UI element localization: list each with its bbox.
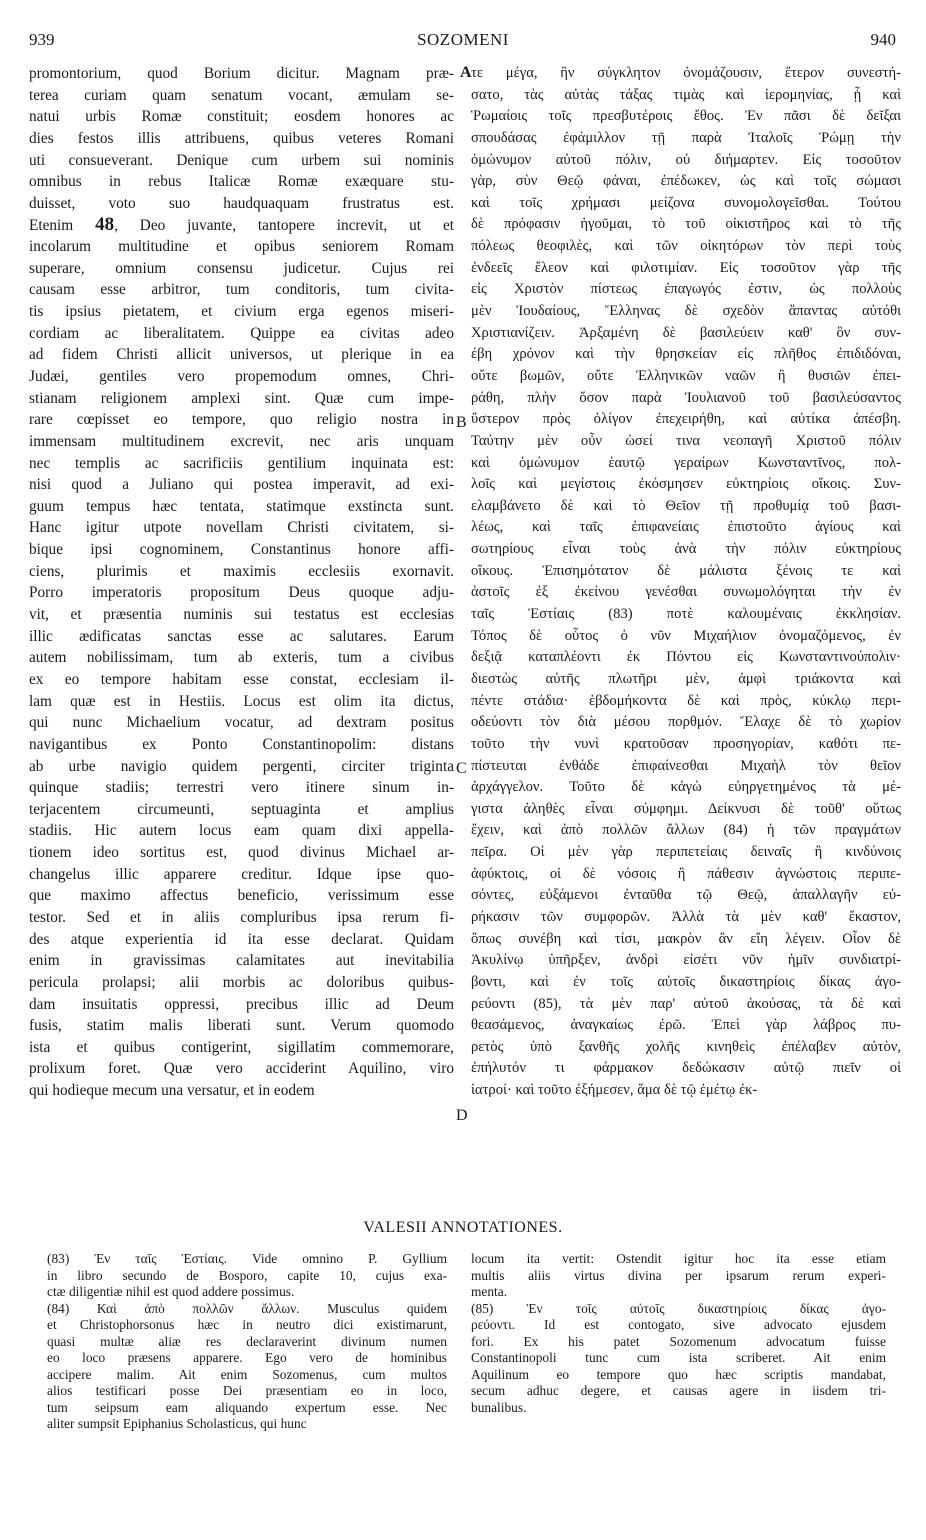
text-line: ἰατροί· καὶ τοῦτο ἐξήμεσεν, ἅμα δὲ τῷ ἐμέτῳ ἐκ- <box>471 1082 758 1099</box>
text-line: incolarum multitudine et opibus seniorem Romam <box>29 238 454 256</box>
text-line: ex eo tempore habitam esse constat, ecclesiam il- <box>29 670 454 688</box>
text-line: ciens, plurimis et maximis ecclesiis exornavit. <box>29 562 454 580</box>
text-line: causam esse arbitror, tum conditoris, tum civita- <box>29 281 454 299</box>
text-line: πόλεως θεοφιλὲς, καὶ τῶν οἰκητόρων τὸν περὶ τοὺς <box>471 238 901 255</box>
text-line: dies festos illis attribuens, quibus veteres Romani <box>29 129 454 147</box>
text-line: changelus illic apparere creditur. Idque ipse quo- <box>29 865 454 883</box>
text-line: accipere malim. Ait enim Sozomenus, cum multos <box>47 1366 447 1382</box>
text-line: γιστα ἀληθὲς εἶναι σύμφημι. Δείκνυσι δὲ τοῦθ' οὕτως <box>471 800 901 817</box>
text-line: tis ipsius pietatem, et civium erga egenos miseri- <box>29 303 454 321</box>
text-line: ὅπως συνέβη καὶ τίσι, μακρὸν ἂν εἴη λέγειν. Οἷον δὲ <box>471 930 901 947</box>
section-marker-b: B <box>456 414 467 431</box>
text-line: ρεύοντι. Id est contogato, sive advocato ejusdem <box>471 1317 886 1332</box>
text-line: ἐπήλυτόν τι φάρμακον δεδώκασιν αὐτῷ πιεῖν οἱ <box>471 1060 901 1077</box>
text-line: enim in gravissimas calamitates aut inevitabilia <box>29 952 454 970</box>
text-line: τοῦτο τὴν νυνὶ κρατοῦσαν προσηγορίαν, καθότι πε- <box>471 735 901 752</box>
text-line: Hanc igitur utpote novellam Christi civitatem, si- <box>29 519 454 537</box>
text-line: ἐνδεεῖς ἔλεον καὶ φιλοτιμίαν. Εἰς τοσοῦτον γὰρ τῆς <box>471 259 901 276</box>
section-marker-a: A <box>460 64 472 81</box>
text-line: πεῖρα. Οἱ μὲν γὰρ περιπετείαις δειναῖς ἢ κινδύνοις <box>471 844 901 861</box>
text-line: testor. Sed et in aliis compluribus ipsa rerum fi- <box>29 908 454 926</box>
text-line: eo loco præsens apparere. Ego vero de hominibus <box>47 1350 447 1365</box>
text-line: ad fidem Christi allicit universos, ut plerique in ea <box>29 346 454 364</box>
text-line: bique ipsi cognominem, Constantinus honore affi- <box>29 541 454 559</box>
text-line: aliter sumpsit Epiphanius Scholasticus, qui hunc <box>47 1416 307 1431</box>
text-line: λέως, καὶ ταῖς ἐπιφανείαις ἐπιστοῦτο ἁγίους καὶ <box>471 519 901 536</box>
text-line: έβη χρόνον καὶ τὴν θρησκείαν εἰς πλῆθος ἐπιδιδόναι, <box>471 346 901 363</box>
text-line: bunalibus. <box>471 1399 527 1415</box>
text-line: ρεύοντι (85), τὰ μὲν παρ' αὐτοῦ ἀκούσας, τὰ δὲ καὶ <box>471 995 901 1012</box>
text-line: nec templis ac sacrificiis gentilium inquinata est: <box>29 454 454 472</box>
text-line: διεστὼς αὐτῆς πλωτῆρι μὲν, ἀμφὶ τριάκοντα καὶ <box>471 670 901 687</box>
text-line: secum adhuc degere, et causas agere in iisdem tri- <box>471 1383 886 1398</box>
text-line: alios testificari posse Dei præsentiam eo in loco, <box>47 1383 447 1398</box>
text-line: ἀφύκτοις, οἱ δὲ νόσοις ἢ πάθεσιν ἀγνώστοις περιπε- <box>471 865 901 882</box>
text-line: nisi quod a Juliano qui postea imperavit, ad exi- <box>29 476 454 494</box>
text-line: qui hodieque mecum una versatur, et in eodem <box>29 1082 315 1100</box>
text-line: εἰς Χριστὸν πίστεως ἐπαγωγός ἐστιν, ὡς πολλοὺς <box>471 281 901 298</box>
text-line: rare cœpisset eo tempore, quo religio nostra in <box>29 411 454 429</box>
text-line: ρετὸς ὑπὸ ξανθῆς χολῆς κινηθεὶς ἐπέλαβεν αὐτὸν, <box>471 1038 901 1055</box>
text-line: οὔτε βωμῶν, οὔτε Ἑλληνικῶν ναῶν ἢ θυσιῶν ἐπει- <box>471 367 901 384</box>
text-line: καὶ ὁμώνυμον ἑαυτῷ γεραίρων Κωνσταντῖνος, πολ- <box>471 454 901 471</box>
latin-text-column <box>29 63 454 1102</box>
text-line: quasi multæ aliæ res declaraverint divinum numen <box>47 1333 447 1349</box>
text-line: (83) Ἐν ταῖς Ἑστίαις. Vide omnino P. Gyllium <box>47 1251 447 1266</box>
text-line: in libro secundo de Bosporo, capite 10, cujus exa- <box>47 1267 447 1283</box>
text-line: πίστευται ἐνθάδε ἐπιφαίνεσθαι Μιχαὴλ τὸν θεῖον <box>471 757 901 774</box>
text-line: (85) Ἐν τοῖς αὐτοῖς δικαστηρίοις δίκας ἀγο- <box>471 1300 886 1316</box>
running-title: SOZOMENI <box>417 30 509 49</box>
text-line: lam quæ est in Hestiis. Locus est olim ita dictus, <box>29 692 454 710</box>
chapter-number: 48 <box>95 214 115 236</box>
text-line: οδεύοντι τὸν διὰ μέσου πορθμόν. Ἔλαχε δὲ τὸ χωρίον <box>471 714 901 731</box>
annotations-left-column <box>47 1251 447 1433</box>
text-line: Porro imperatoris propositum Deus quoque adju- <box>29 584 454 602</box>
text-line: ταῖς Ἑστίαις (83) ποτὲ καλουμέναις ἐκκλησίαν. <box>471 606 901 623</box>
text-line: tum seipsum eam aliquando expertum esse. Nec <box>47 1399 447 1415</box>
text-line: des atque experientia id ita esse declarat. Quidam <box>29 930 454 948</box>
text-line: illic ædificatas sanctas esse ac salutares. Earum <box>29 627 454 645</box>
text-line: δεξιᾷ καταπλέοντι ἐκ Πόντου εἰς Κωνσταντινούπολιν· <box>471 649 901 666</box>
text-line: uti consueverant. Denique cum urbem sui nominis <box>29 151 454 169</box>
text-line: navigantibus ex Ponto Constantinopolim: distans <box>29 735 454 753</box>
text-line: guum tempus hæc tentata, statimque exstincta sunt. <box>29 497 454 515</box>
annotations-title: VALESII ANNOTATIONES. <box>363 1219 563 1236</box>
text-line: terea curiam quam senatum vocant, æmulam se- <box>29 86 454 104</box>
text-line: fusis, statim malis liberati sunt. Verum quomodo <box>29 1017 454 1035</box>
text-line: λοῖς καὶ μεγίστοις ἐκόσμησεν εὐκτηρίοις οἴκοις. Συν- <box>471 476 901 493</box>
text-line: ράθη, πλὴν ὅσον παρὰ Ἰουλιανοῦ τοῦ βασιλεύσαντος <box>471 389 901 406</box>
text-line: stadiis. Hic autem locus eam quam dixi appella- <box>29 822 454 840</box>
text-line: Χριστιανίζειν. Ἀρξαμένη δὲ βασιλεύειν καθ' ὃν συν- <box>471 324 901 341</box>
text-line: Ῥωμαίοις τοῖς πρεσβυτέροις ἔθος. Ἐν πᾶσι δὲ δεῖξαι <box>471 108 901 125</box>
text-line: βοντι, καὶ ἐν τοῖς αὐτοῖς δικαστηρίοις δίκας ἀγο- <box>471 973 901 990</box>
text-line: Constantinopoli tunc cum ista scriberet. Ait enim <box>471 1350 886 1365</box>
text-line: Ταύτην μὲν οὖν ὡσεί τινα νεοπαγῆ Χριστοῦ πόλιν <box>471 432 901 449</box>
text-line: σωτηρίους εἶναι τοὺς ἀνὰ τὴν πόλιν εὐκτηρίους <box>471 541 901 558</box>
text-line: multis aliis virtus divina per ipsarum rerum experi- <box>471 1267 886 1283</box>
text-line: μὲν Ἰουδαίους, Ἕλληνας δὲ σχεδὸν ἅπαντας αὐτόθι <box>471 303 901 320</box>
text-line: ἀστοῖς ἐξ ἐκείνου γενέσθαι συνωμολόγηται τὴν ἐν <box>471 584 901 601</box>
text-line: καὶ τοῖς χρήμασι μείζονα συνομολογεῖσθαι. Τούτου <box>471 194 901 211</box>
text-line: δὲ πρόφασιν ἡγοῦμαι, τὸ τοῦ οἰκιστῆρος καὶ τὸ τῆς <box>471 216 901 233</box>
text-line: vit, et præsentia numinis sui testatus est ecclesias <box>29 606 454 624</box>
text-line: ὕστερον πρὸς ὀλίγον ἐπεχειρήθη, καὶ αὐτίκα ἀπέσβη. <box>471 411 901 428</box>
text-line: τε μέγα, ἣν σύγκλητον ὀνομάζουσιν, ἕτερον συνεστή- <box>471 65 901 81</box>
text-line: promontorium, quod Borium dicitur. Magnam præ- <box>29 65 454 82</box>
text-line: et Christophorsonus hæc in neutro dici existimarunt, <box>47 1317 447 1332</box>
text-line: οἴκους. Ἐπισημότατον δὲ μάλιστα ξένοις τε καὶ <box>471 562 901 579</box>
text-line: ctæ diligentiæ nihil est quod addere possimus. <box>47 1284 295 1299</box>
text-line: ὁμώνυμον αὐτοῦ πόλιν, οὐ διήμαρτεν. Εἰς τοσοῦτον <box>471 151 901 168</box>
text-line: locum ita vertit: Ostendit igitur hoc ita esse etiam <box>471 1251 886 1266</box>
text-line: superare, omnium consensu judicetur. Cujus rei <box>29 259 454 277</box>
text-line: ελαμβάνετο δὲ καὶ τὸ Θεῖον τῇ προθυμίᾳ τοῦ βασι- <box>471 497 901 514</box>
text-line: Judæi, gentiles vero propemodum omnes, Chri- <box>29 367 454 385</box>
left-page-number: 939 <box>29 30 55 49</box>
text-line: γὰρ, σὺν Θεῷ φάναι, ἐπέδωκεν, ὡς καὶ τοῖς σώμασι <box>471 173 901 190</box>
text-line: ἀρχάγγελον. Τοῦτο δὲ κἀγὼ εὐηργετημένος τὰ μέ- <box>471 779 901 796</box>
text-line: stianam religionem amplexi sint. Quæ cum impe- <box>29 389 454 407</box>
greek-text-column <box>471 63 901 1102</box>
text-line: ρήκασιν τῶν συμφορῶν. Ἀλλὰ τὰ μὲν καθ' ἕκαστον, <box>471 908 901 925</box>
text-line: fori. Ex his patet Sozomenum advocatum fuisse <box>471 1333 886 1349</box>
text-line: σπουδάσας ἐφάμιλλον τῇ παρὰ Ἰταλοῖς Ῥώμῃ τὴν <box>471 129 901 146</box>
text-line: dam insuitatis oppressi, precibus illic ad Deum <box>29 995 454 1013</box>
text-line: Aquilinum eo tempore quo hæc scriptis mandabat, <box>471 1366 886 1382</box>
text-line: Τόπος δὲ οὗτος ὁ νῦν Μιχαήλιον ὀνομαζόμενος, ἐν <box>471 627 901 644</box>
text-line: autem nobilissimam, tum ab exteris, tum a civibus <box>29 649 454 667</box>
text-line: prolixum foret. Quæ vero acciderint Aquilino, viro <box>29 1060 454 1078</box>
text-line: omnibus in rebus Italicæ Romæ exæquare stu- <box>29 173 454 191</box>
text-line: quinque stadiis; terrestri vero itinere sinum in- <box>29 779 454 797</box>
text-line: qui nunc Michaelium vocatur, ad dextram positus <box>29 714 454 732</box>
text-line: ab urbe navigio quidem pergenti, circiter triginta <box>29 757 454 775</box>
text-line: σατο, τὰς αὐτὰς τάξας τιμὰς καὶ ἱερομηνίας, ᾗ καὶ <box>471 86 901 103</box>
text-line: θεασάμενος, ἀναγκαίως ἐρῶ. Ἐπεὶ γὰρ λάβρος πυ- <box>471 1017 901 1034</box>
text-line: menta. <box>471 1284 508 1299</box>
section-marker-c: C <box>456 760 467 777</box>
annotations-right-column <box>471 1251 886 1416</box>
text-line: duisset, voto suo haudquaquam frustratus est. <box>29 194 454 212</box>
text-line: tionem ideo sortitus est, quod divinus Michael ar- <box>29 844 454 862</box>
text-line: Etenim 48, Deo juvante, tantopere increvit, ut et <box>29 214 454 236</box>
section-marker-d: D <box>456 1107 468 1124</box>
text-line: σόντες, εὐξάμενοι ἐνταῦθα τῷ Θεῷ, ἀπαλλαγῆν εὐ- <box>471 887 901 904</box>
text-line: ἔχειν, καὶ ἀπὸ πολλῶν ἄλλων (84) ἡ τῶν πραγμάτων <box>471 822 901 839</box>
text-line: cordiam ac liberalitatem. Quippe ea civitas adeo <box>29 324 454 342</box>
right-page-number: 940 <box>870 30 896 49</box>
text-line: pericula prolapsi; alii morbis ac doloribus quibus- <box>29 973 454 991</box>
text-line: natui urbis Romæ constituit; eosdem honores ac <box>29 108 454 126</box>
text-line: (84) Καὶ ἀπὸ πολλῶν ἄλλων. Musculus quidem <box>47 1300 447 1316</box>
text-line: ista et quibus contigerint, sigillatim commemorare, <box>29 1038 454 1056</box>
text-line: que maximo affectus beneficio, verissimum esse <box>29 887 454 905</box>
text-line: πέντε στάδια· ἑβδομήκοντα δὲ καὶ πρὸς, κύκλῳ περι- <box>471 692 901 709</box>
text-line: terjacentem circumeunti, septuaginta et amplius <box>29 800 454 818</box>
text-line: Ἀκυλίνῳ ὑπῆρξεν, ἀνδρὶ εἰσέτι νῦν ἡμῖν συνδιατρί- <box>471 952 901 969</box>
text-line: immensam multitudinem excrevit, nec aris unquam <box>29 432 454 450</box>
